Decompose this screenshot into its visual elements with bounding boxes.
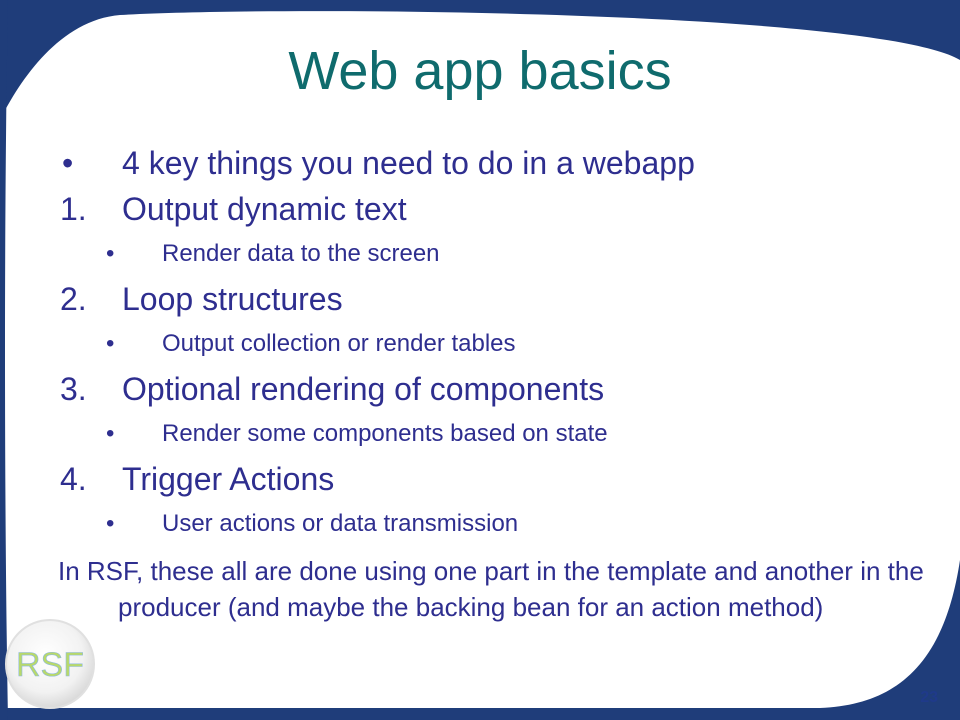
sub-item-1 bbox=[58, 232, 918, 276]
intro-text: 4 key things you need to do in a webapp bbox=[122, 145, 695, 181]
item-number: 4. bbox=[60, 461, 87, 497]
item-text: Loop structures bbox=[122, 281, 343, 317]
sub-item-2 bbox=[58, 322, 918, 366]
sub-item-4 bbox=[58, 502, 918, 546]
item-text: Output dynamic text bbox=[122, 191, 407, 227]
item-number: 1. bbox=[60, 191, 87, 227]
item-text: Trigger Actions bbox=[122, 461, 335, 497]
rsf-logo-icon bbox=[0, 612, 100, 712]
sub-bullet-marker: • bbox=[106, 330, 115, 357]
sub-item-text: Render some components based on state bbox=[162, 420, 608, 447]
sub-bullet-marker: • bbox=[106, 240, 115, 267]
logo-text: RSF bbox=[16, 646, 84, 684]
sub-item-3 bbox=[58, 412, 918, 456]
page-number: 23 bbox=[920, 689, 938, 706]
sub-item-text: Render data to the screen bbox=[162, 240, 440, 267]
sub-item-text: Output collection or render tables bbox=[162, 330, 516, 357]
item-number: 3. bbox=[60, 371, 87, 407]
bullet-list bbox=[58, 140, 918, 546]
list-item-1 bbox=[58, 186, 918, 232]
list-item-2 bbox=[58, 276, 918, 322]
sub-item-text: User actions or data transmission bbox=[162, 510, 519, 537]
list-item-3 bbox=[58, 366, 918, 412]
bullet-marker: • bbox=[62, 145, 74, 181]
sub-bullet-marker: • bbox=[106, 510, 115, 537]
item-text: Optional rendering of components bbox=[122, 371, 605, 407]
item-number: 2. bbox=[60, 281, 87, 317]
list-item-4 bbox=[58, 456, 918, 502]
sub-bullet-marker: • bbox=[106, 420, 115, 447]
slide-title: Web app basics bbox=[288, 41, 672, 101]
intro-bullet bbox=[58, 140, 918, 186]
closing-paragraph: In RSF, these all are done using one part in the template and another in the producer (and maybe the backing bean for an action method) bbox=[58, 556, 924, 622]
